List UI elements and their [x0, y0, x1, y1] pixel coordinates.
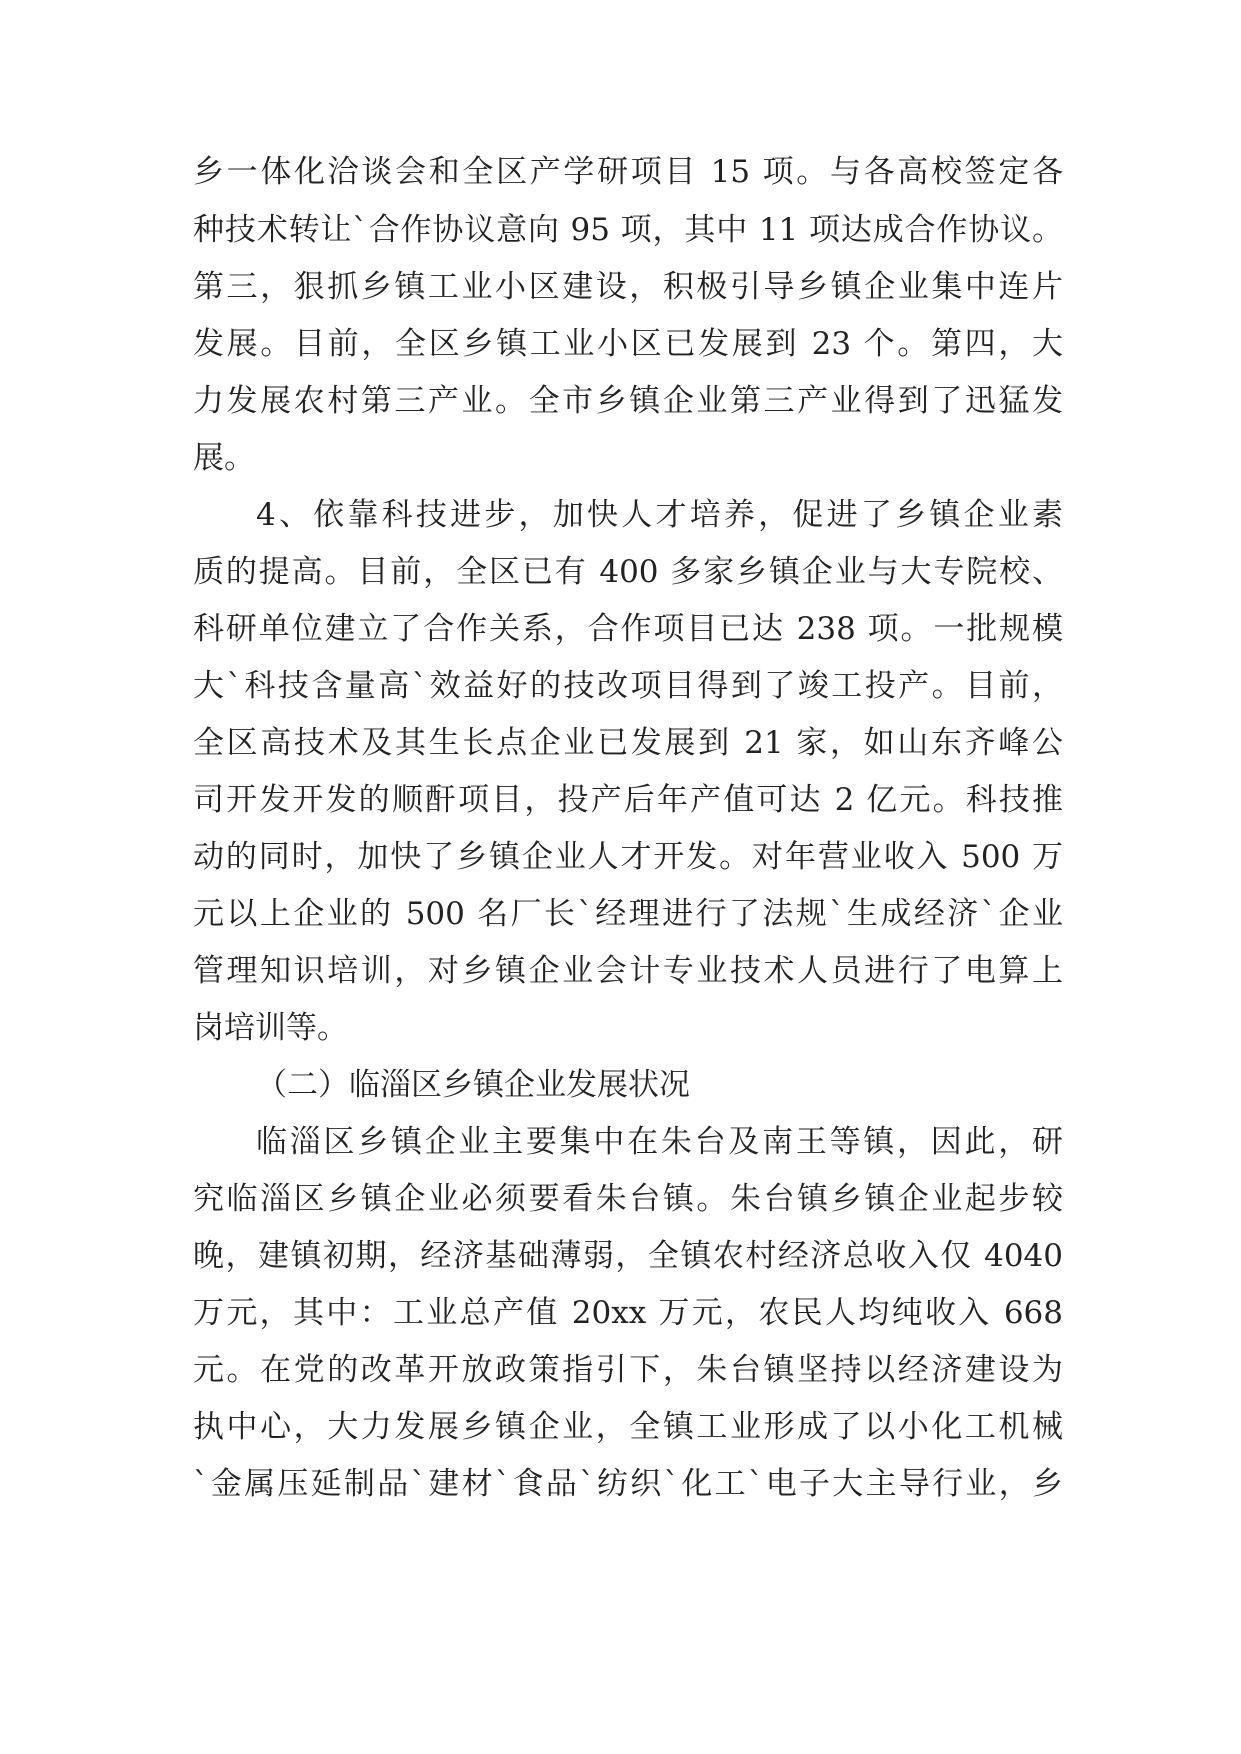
- text-line-5: 力发展农村第三产业。全市乡镇企业第三产业得到了迅猛发: [193, 383, 1063, 419]
- paragraph-4-first-line: 4、依靠科技进步，加快人才培养，促进了乡镇企业素: [256, 497, 1063, 533]
- text-line-19: 究临淄区乡镇企业必须要看朱台镇。朱台镇乡镇企业起步较: [193, 1181, 1063, 1217]
- text-line-14: 元以上企业的 500 名厂长`经理进行了法规`生成经济`企业: [193, 896, 1063, 932]
- text-line-24: `金属压延制品`建材`食品`纺织`化工`电子大主导行业，乡: [193, 1466, 1063, 1502]
- text-line-3: 第三，狠抓乡镇工业小区建设，积极引导乡镇企业集中连片: [193, 269, 1063, 305]
- text-line-6: 展。: [193, 440, 255, 476]
- text-line-12: 司开发开发的顺酐项目，投产后年产值可达 2 亿元。科技推: [193, 782, 1063, 818]
- text-line-1: 乡一体化洽谈会和全区产学研项目 15 项。与各高校签定各: [193, 154, 1063, 190]
- section-heading: （二）临淄区乡镇企业发展状况: [256, 1067, 690, 1103]
- text-line-13: 动的同时，加快了乡镇企业人才开发。对年营业收入 500 万: [193, 839, 1063, 875]
- text-line-2: 种技术转让`合作协议意向 95 项，其中 11 项达成合作协议。: [193, 212, 1063, 248]
- text-line-11: 全区高技术及其生长点企业已发展到 21 家，如山东齐峰公: [193, 725, 1063, 761]
- paragraph-linzi-first-line: 临淄区乡镇企业主要集中在朱台及南王等镇，因此，研: [256, 1124, 1063, 1160]
- text-line-20: 晚，建镇初期，经济基础薄弱，全镇农村经济总收入仅 4040: [193, 1238, 1063, 1274]
- text-line-4: 发展。目前，全区乡镇工业小区已发展到 23 个。第四，大: [193, 326, 1063, 362]
- text-line-15: 管理知识培训，对乡镇企业会计专业技术人员进行了电算上: [193, 953, 1063, 989]
- text-line-16: 岗培训等。: [193, 1010, 348, 1046]
- text-line-21: 万元，其中：工业总产值 20xx 万元，农民人均纯收入 668: [193, 1295, 1063, 1331]
- text-line-8: 质的提高。目前，全区已有 400 多家乡镇企业与大专院校、: [193, 554, 1063, 590]
- text-line-10: 大`科技含量高`效益好的技改项目得到了竣工投产。目前，: [193, 668, 1063, 704]
- text-line-9: 科研单位建立了合作关系，合作项目已达 238 项。一批规模: [193, 611, 1063, 647]
- text-line-22: 元。在党的改革开放政策指引下，朱台镇坚持以经济建设为: [193, 1352, 1063, 1388]
- text-line-23: 执中心，大力发展乡镇企业，全镇工业形成了以小化工机械: [193, 1409, 1063, 1445]
